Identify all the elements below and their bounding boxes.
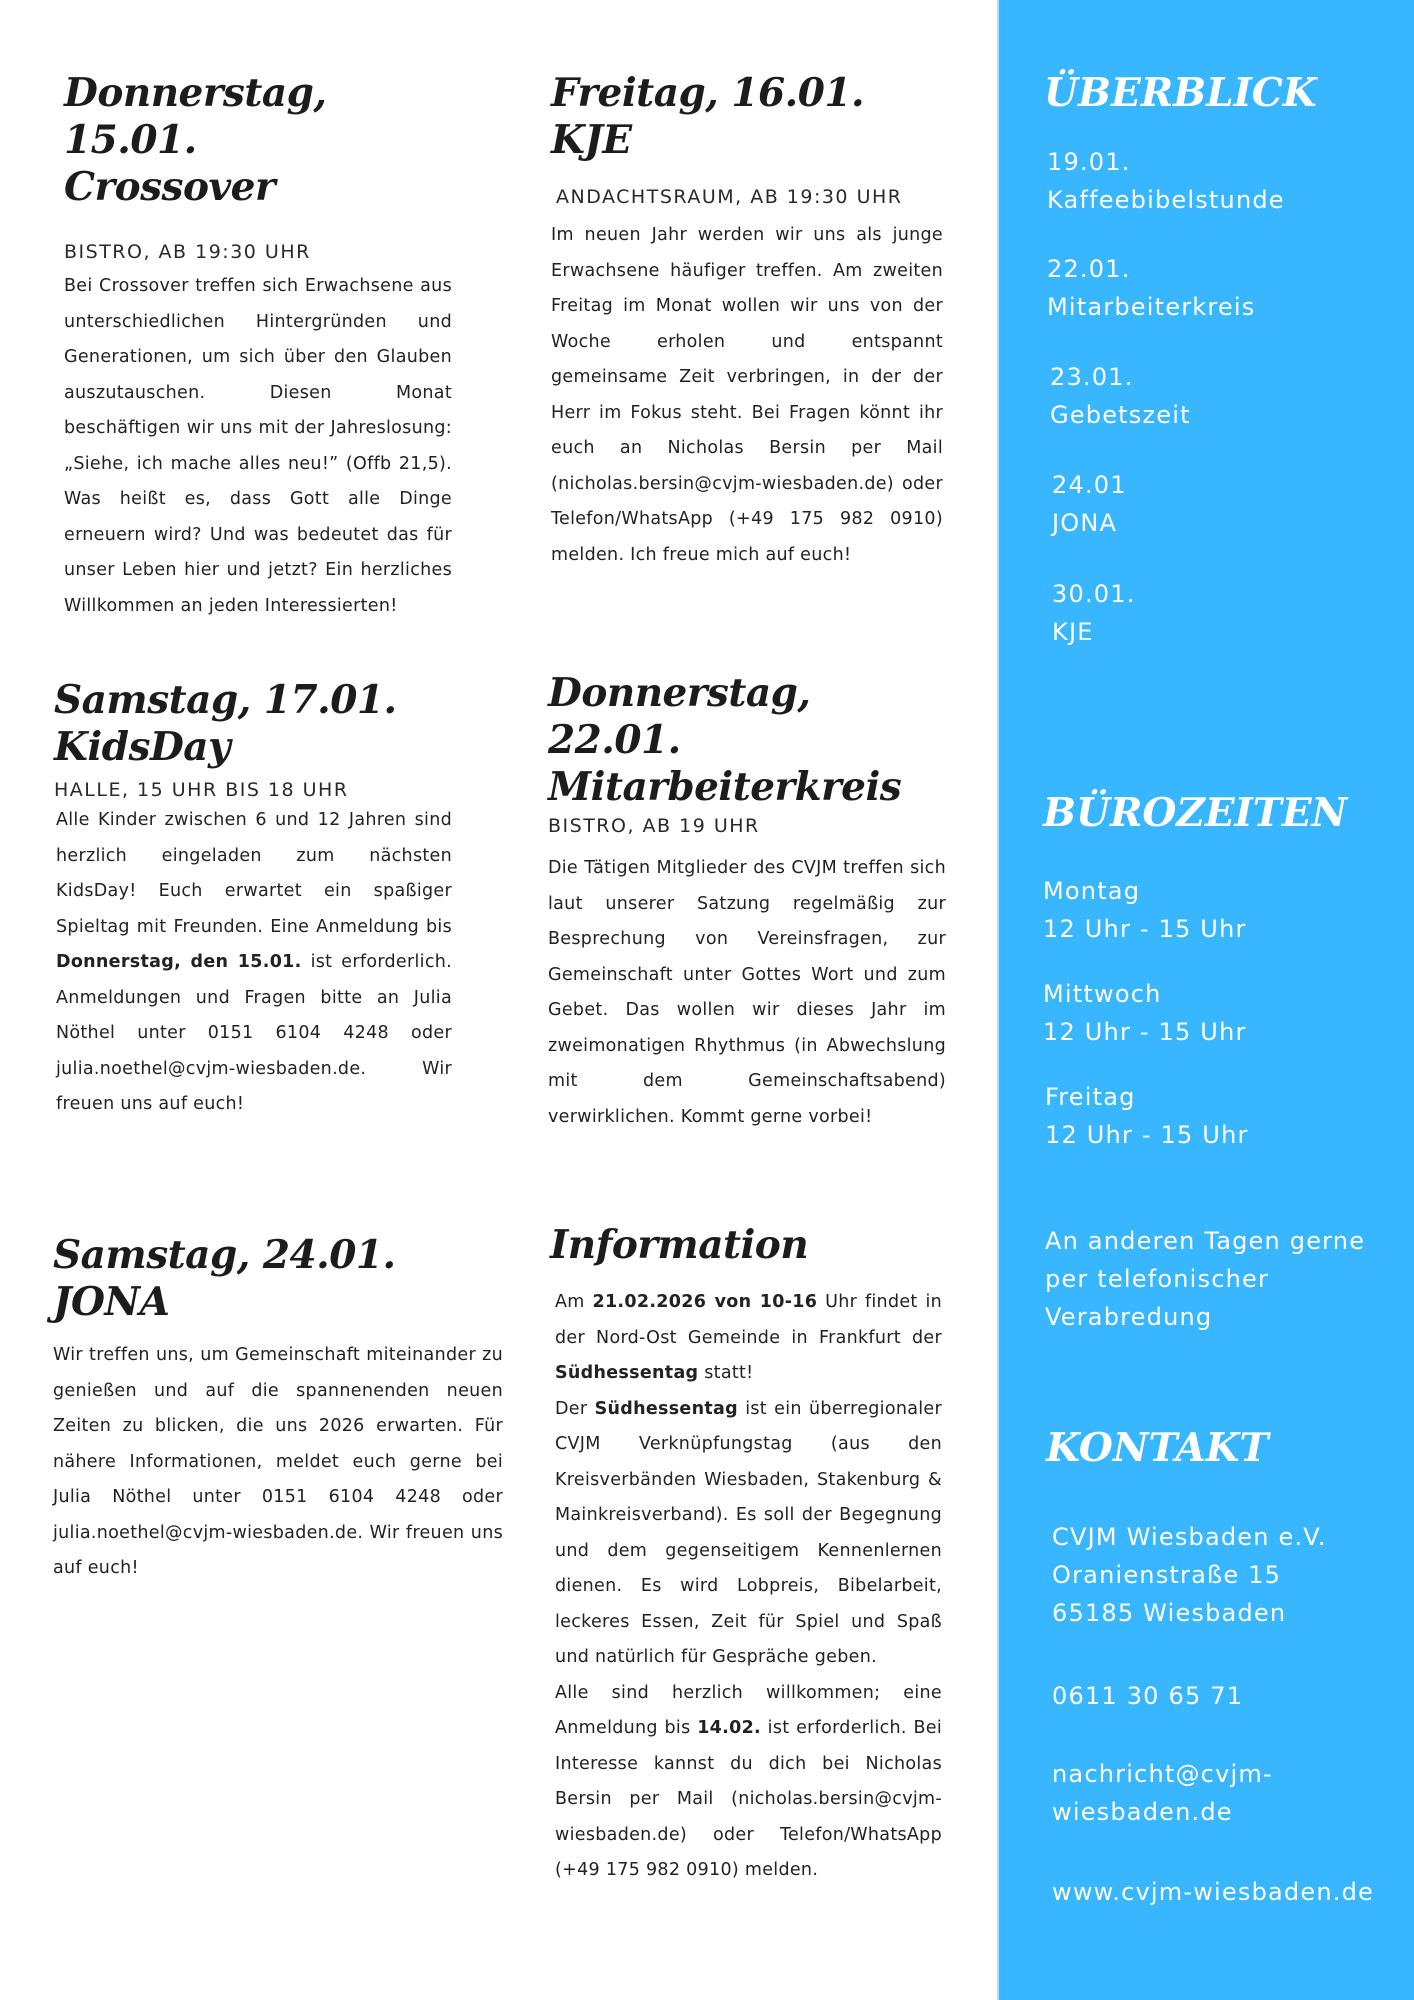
contact-city: 65185 Wiesbaden: [1052, 1599, 1287, 1627]
contact-website-link[interactable]: www.cvjm-wiesbaden.de: [1052, 1878, 1374, 1906]
registration-deadline: Donnerstag, den 15.01.: [56, 952, 302, 972]
office-hours: 12 Uhr - 15 Uhr: [1043, 915, 1247, 943]
contact-street: Oranienstraße 15: [1052, 1561, 1282, 1589]
event-location-time: BISTRO, AB 19 UHR: [548, 815, 760, 837]
event-title: [54, 677, 452, 771]
event-description: Bei Crossover treffen sich Erwachsene aus unterschiedlichen Hintergründen und Generationen, um sich über den Glauben auszutauschen. Diesen Monat beschäftigen wir uns mit der Jahreslosung: „Siehe, ich mache alles neu!” (Offb 21,5). Was heißt es, dass Gott alle Dinge erneuern wird? Und was bedeutet das für unser Leben hier und jetzt? Ein herzliches Willkommen an jeden Interessierten!: [64, 276, 452, 616]
event-name: JONA: [53, 1279, 170, 1325]
event-date: Freitag, 16.01.: [551, 70, 865, 116]
information-title: Information: [550, 1222, 809, 1268]
office-hours-note: An anderen Tagen gerne per telefonischer Verabredung: [1045, 1227, 1366, 1331]
event-description: Wir treffen uns, um Gemeinschaft miteinander zu genießen und auf die spannenenden neuen Zeiten zu blicken, die uns 2026 erwarten. Für nähere Informationen, meldet euch gerne bei Julia Nöthel unter 0151 6104 4248 oder julia.noethel@cvjm-wiesbaden.de. Wir freuen uns auf euch!: [53, 1345, 503, 1578]
sidebar: [997, 0, 1414, 2000]
overview-item: [1050, 358, 1191, 434]
registration-deadline: 14.02.: [697, 1718, 761, 1738]
office-day: Mittwoch: [1043, 980, 1162, 1008]
event-location-time: ANDACHTSRAUM, AB 19:30 UHR: [556, 186, 903, 208]
overview-date: 19.01.: [1047, 148, 1131, 176]
event-location-time: BISTRO, AB 19:30 UHR: [64, 241, 311, 263]
overview-date: 23.01.: [1050, 363, 1134, 391]
information-paragraph: [555, 1676, 942, 1889]
event-description: Die Tätigen Mitglieder des CVJM treffen sich laut unserer Satzung regelmäßig zur Besprechung von Vereinsfragen, zur Gemeinschaft unter Gottes Wort und zum Gebet. Das wollen wir dieses Jahr im zweimonatigen Rhythmus (in Abwechslung mit dem Gemeinschaftsabend) verwirklichen. Kommt gerne vorbei!: [548, 858, 946, 1127]
office-hours-item: [1043, 872, 1247, 948]
overview-date: 24.01: [1052, 471, 1127, 499]
event-kidsday: [54, 677, 452, 1123]
event-mitarbeiterkreis: [548, 670, 946, 1135]
event-name: KJE: [551, 117, 632, 163]
overview-name: KJE: [1052, 618, 1094, 646]
event-description: Im neuen Jahr werden wir uns als junge Erwachsene häufiger treffen. Am zweiten Freitag im Monat wollen wir uns von der Woche erholen und entspannt gemeinsame Zeit verbringen, in der der Herr im Fokus steht. Bei Fragen könnt ihr euch an Nicholas Bersin per Mail (nicholas.bersin@cvjm-wiesbaden.de) oder Telefon/WhatsApp (+49 175 982 0910) melden. Ich freue mich auf euch!: [551, 225, 943, 565]
event-title: [548, 670, 946, 811]
event-description: [54, 803, 452, 1123]
overview-item: [1052, 466, 1127, 542]
overview-name: Mitarbeiterkreis: [1047, 293, 1256, 321]
overview-date: 30.01.: [1052, 580, 1136, 608]
event-location-time: HALLE, 15 UHR BIS 18 UHR: [54, 779, 349, 801]
overview-item: [1052, 575, 1136, 651]
overview-name: Kaffeebibelstunde: [1047, 186, 1285, 214]
event-date: Samstag, 24.01.: [53, 1232, 396, 1278]
text: Alle Kinder zwischen 6 und 12 Jahren sind herzlich eingeladen zum nächsten KidsDay! Euch erwartet ein spaßiger Spieltag mit Freunden. Eine Anmeldung bis: [56, 810, 452, 937]
text: Uhr findet in der Nord-Ost Gemeinde in Frankfurt der: [555, 1292, 942, 1348]
overview-heading: ÜBERBLICK: [1044, 70, 1317, 116]
text: ist erforderlich. Anmeldungen und Fragen bitte an Julia Nöthel unter 0151 6104 4248 oder julia.noethel@cvjm-wiesbaden.de. Wir freuen uns auf euch!: [56, 952, 452, 1114]
text: Der: [555, 1398, 595, 1419]
contact-address: [1052, 1518, 1327, 1632]
overview-name: JONA: [1052, 509, 1118, 537]
contact-org: CVJM Wiesbaden e.V.: [1052, 1523, 1327, 1551]
office-hours-item: [1045, 1078, 1249, 1154]
contact-heading: KONTAKT: [1046, 1425, 1269, 1471]
information-section: [550, 1222, 942, 1889]
event-name: KidsDay: [54, 724, 231, 770]
information-paragraph: [555, 1392, 942, 1676]
text: ist ein überregionaler CVJM Verknüpfungstag (aus den Kreisverbänden Wiesbaden, Stakenburg & Mainkreisverband). Es soll der Begegnung und dem gegenseitigem Kennenlernen dienen. Es wird Lobpreis, Bibelarbeit, leckeres Essen, Zeit für Spiel und Spaß und natürlich für Gespräche geben.: [555, 1398, 942, 1667]
office-hours: 12 Uhr - 15 Uhr: [1045, 1121, 1249, 1149]
event-jona: [53, 1232, 503, 1587]
event-title: [53, 1232, 503, 1326]
overview-date: 22.01.: [1047, 255, 1131, 283]
overview-name: Gebetszeit: [1050, 401, 1191, 429]
event-name: Crossover: [64, 164, 276, 210]
event-date: Samstag, 17.01.: [54, 677, 397, 723]
office-hours: 12 Uhr - 15 Uhr: [1043, 1018, 1247, 1046]
event-date: Donnerstag, 15.01.: [64, 70, 327, 163]
overview-item: [1047, 143, 1285, 219]
text: Alle sind herzlich willkommen; eine Anmeldung bis: [555, 1682, 942, 1738]
office-hours-item: [1043, 975, 1247, 1051]
office-hours-heading: BÜROZEITEN: [1043, 790, 1348, 836]
text: statt!: [698, 1363, 754, 1383]
overview-item: [1047, 250, 1255, 326]
event-title: [551, 70, 943, 164]
office-day: Montag: [1043, 877, 1141, 905]
office-day: Freitag: [1045, 1083, 1136, 1111]
text: Am: [555, 1292, 593, 1312]
event-kje: [551, 70, 943, 573]
event-title: [64, 70, 452, 211]
event-name: Südhessentag: [555, 1363, 699, 1383]
event-name: Mitarbeiterkreis: [548, 764, 902, 810]
event-datetime: 21.02.2026 von 10-16: [592, 1292, 818, 1312]
contact-email-link[interactable]: nachricht@cvjm- wiesbaden.de: [1052, 1760, 1273, 1826]
event-name: Südhessentag: [594, 1398, 738, 1419]
contact-phone[interactable]: 0611 30 65 71: [1052, 1682, 1244, 1710]
event-date: Donnerstag, 22.01.: [548, 670, 811, 763]
information-body: [550, 1285, 942, 1889]
text: ist erforderlich. Bei Interesse kannst du dich bei Nicholas Bersin per Mail (nicholas.bersin@cvjm-wiesbaden.de) oder Telefon/WhatsApp (+49 175 982 0910) melden.: [555, 1718, 942, 1880]
event-crossover: [64, 70, 452, 624]
information-paragraph: [555, 1285, 942, 1392]
